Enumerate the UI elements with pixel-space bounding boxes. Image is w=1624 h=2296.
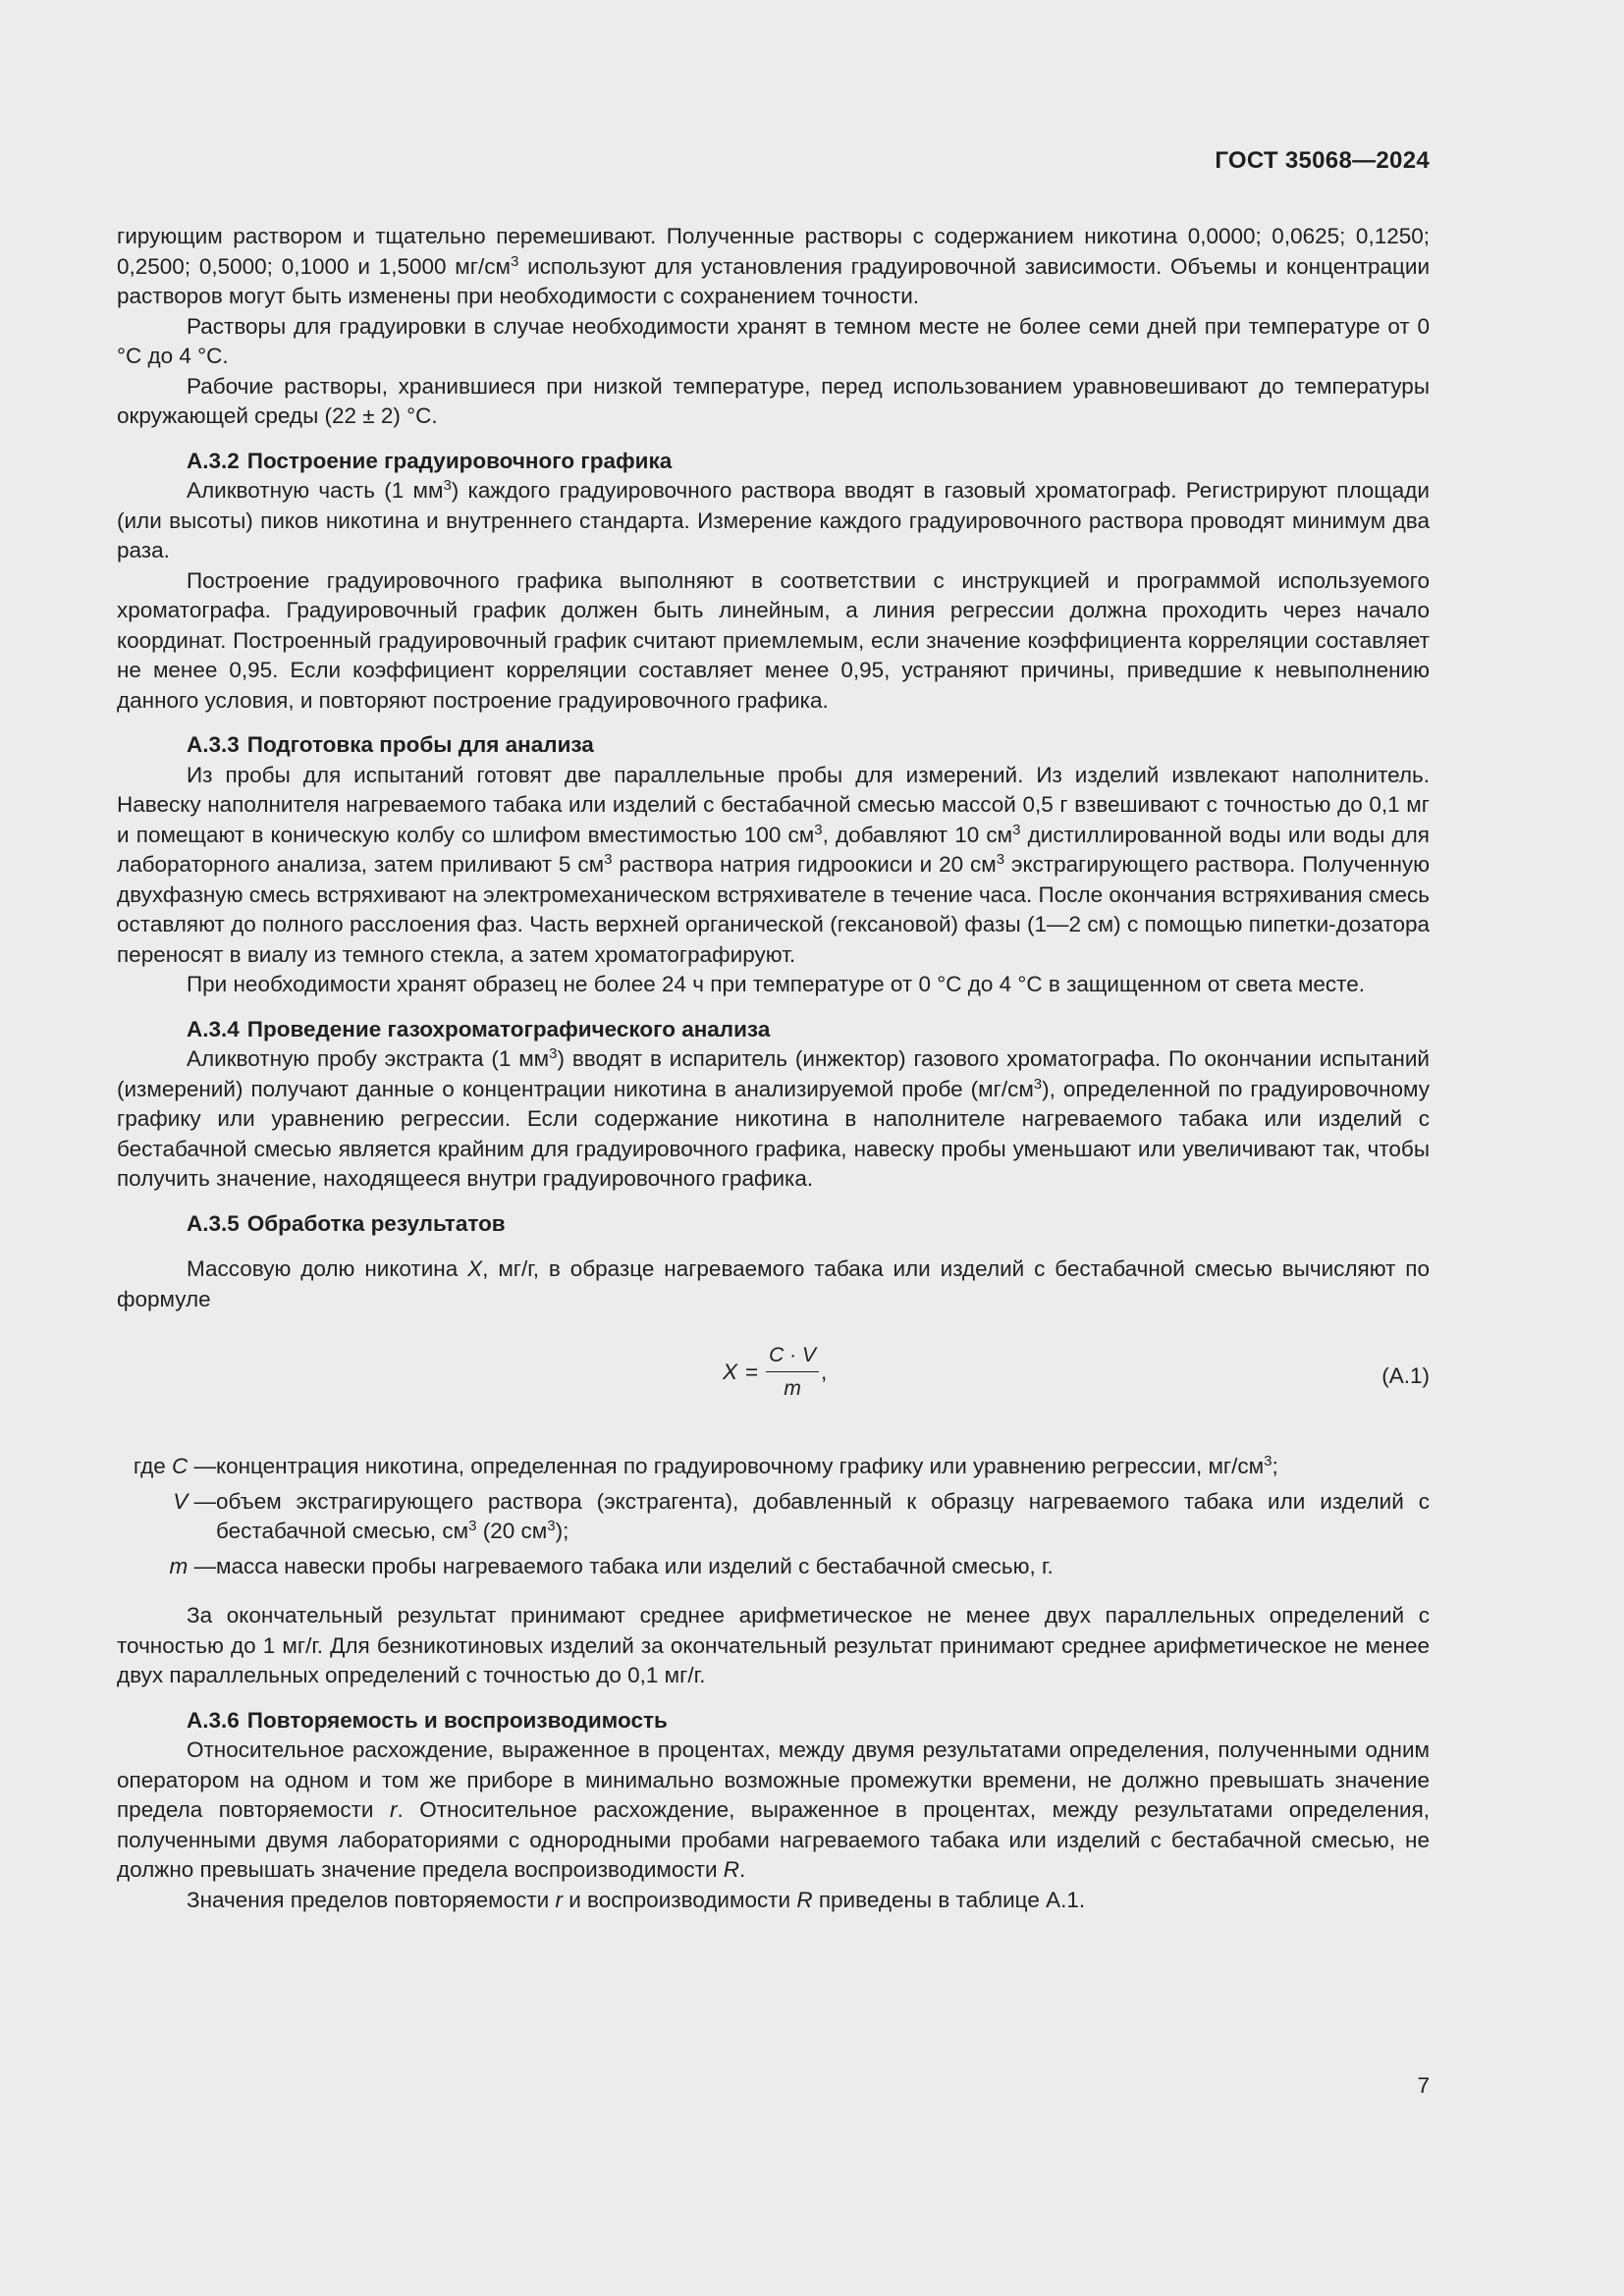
section-heading-a32: А.3.2 Построение градуировочного графика	[187, 448, 673, 473]
paragraph-a33-2: При необходимости хранят образец не более 24 ч при температуре от 0 °С до 4 °С в защищенном от света месте.	[187, 972, 1365, 996]
equation-number: (А.1)	[1381, 1363, 1430, 1388]
paragraph-a32-2: Построение градуировочного графика выполняют в соответствии с инструкцией и программой используемого хроматографа. Градуировочный график должен быть линейным, а линия регрессии должна проходить через начало координат. Построенный градуировочный график считают приемлемым, если значение коэффициента корреляции составляет не менее 0,95. Если коэффициент корреляции составляет менее 0,95, устраняют причины, приведшие к невыполнению данного условия, и повторяют построение градуировочного графика.	[117, 567, 1430, 713]
paragraph-a35-1: Массовую долю никотина X, мг/г, в образце нагреваемого табака или изделий с бестабачной смесью вычисляют по формуле	[117, 1256, 1431, 1311]
section-heading-a35: А.3.5 Обработка результатов	[187, 1210, 506, 1236]
paragraph-intro-2: Растворы для градуировки в случае необходимости хранят в темном месте не более семи дней при температуре от 0 °С до 4 °С.	[117, 313, 1430, 368]
paragraph-a36-2: Значения пределов повторяемости r и воспроизводимости R приведены в таблице А.1.	[187, 1887, 1086, 1912]
document-body	[117, 222, 1430, 1915]
paragraph-a32-1: Аликвотную часть (1 $мм^3$) каждого градуировочного раствора вводят в газовый хроматограф. Регистрируют площади (или высоты) пиков никотина и внутреннего стандарта. Измерение каждого градуировочного раствора проводят минимум два раза.	[117, 477, 1430, 562]
formula-expression: X = $\frac{C \cdot V}{m}$ ,	[723, 1342, 827, 1403]
paragraph-intro-3: Рабочие растворы, хранившиеся при низкой температуре, перед использованием уравновешивают до температуры окружающей среды (22 ± 2) °С.	[117, 373, 1430, 428]
where-item-m: m — масса навески пробы нагреваемого табака или изделий с бестабачной смесью, г.	[169, 1553, 1054, 1578]
formula-denominator: m	[784, 1377, 801, 1400]
section-heading-a34: А.3.4 Проведение газохроматографического анализа	[187, 1016, 771, 1041]
paragraph-a36-1: Относительное расхождение, выраженное в процентах, между двумя результатами определения, полученными одним оператором на одном и том же приборе в минимально возможные промежутки времени, не должно превышать значение предела повторяемости r. Относительное расхождение, выраженное в процентах, между результатами определения, полученными двумя лабораториями с однородными пробами нагреваемого табака или изделий с бестабачной смесью, не должно превышать значение предела воспроизводимости R.	[117, 1737, 1431, 1882]
page-number: 7	[1417, 2073, 1430, 2098]
paragraph-a33-1: Из пробы для испытаний готовят две параллельные пробы для измерений. Из изделий извлекают наполнитель. Навеску наполнителя нагреваемого табака или изделий с бестабачной смесью массой 0,5 г взвешивают с точностью до 0,1 мг и помещают в коническую колбу со шлифом вместимостью 100 $см^3$, добавляют 10 $см^3$ дистиллированной воды или воды для лабораторного анализа, затем приливают 5 $см^3$ раствора натрия гидроокиси и 20 $см^3$ экстрагирующего раствора. Полученную двухфазную смесь встряхивают на электромеханическом встряхивателе в течение часа. После окончания встряхивания смесь оставляют до полного расслоения фаз. Часть верхней органической (гексановой) фазы (1—2 см) с помощью пипетки-дозатора переносят в виалу из темного стекла, а затем хроматографируют.	[117, 762, 1430, 967]
formula-numerator: C · V	[766, 1342, 819, 1372]
formula-fraction	[766, 1342, 819, 1403]
where-item-v: V — объем экстрагирующего раствора (экстрагента), добавленный к образцу нагреваемого табака или изделий с бестабачной смесью, $см^3$ (20 $см^3$);	[173, 1488, 1430, 1543]
section-heading-a33: А.3.3 Подготовка пробы для анализа	[187, 732, 594, 757]
standard-header: ГОСТ 35068—2024	[1215, 147, 1430, 174]
paragraph-intro-1: гирующим раствором и тщательно перемешивают. Полученные растворы с содержанием никотина 0,0000; 0,0625; 0,1250; 0,2500; 0,5000; 0,1000 и 1,5000 $мг/см^3$ используют для установления градуировочной зависимости. Объемы и концентрации растворов могут быть изменены при необходимости с сохранением точности.	[117, 224, 1431, 308]
paragraph-a35-2: За окончательный результат принимают среднее арифметическое не менее двух параллельных определений с точностью до 1 мг/г. Для безникотиновых изделий за окончательный результат принимают среднее арифметическое не менее двух параллельных определений с точностью до 0,1 мг/г.	[117, 1603, 1430, 1687]
section-heading-a36: А.3.6 Повторяемость и воспроизводимость	[187, 1707, 668, 1733]
formula-a1	[117, 1342, 1430, 1411]
where-item-c: где C — концентрация никотина, определенная по градуировочному графику или уравнению регрессии, $мг/см^3$;	[133, 1453, 1278, 1478]
paragraph-a34-1: Аликвотную пробу экстракта (1 $мм^3$) вводят в испаритель (инжектор) газового хроматографа. По окончании испытаний (измерений) получают данные о концентрации никотина в анализируемой пробе $(мг/см^3)$, определенной по градуировочному графику или уравнению регрессии. Если содержание никотина в наполнителе нагреваемого табака или изделий с бестабачной смесью является крайним для градуировочного графика, навеску пробы уменьшают или увеличивают так, чтобы получить значение, находящееся внутри градуировочного графика.	[117, 1045, 1430, 1191]
